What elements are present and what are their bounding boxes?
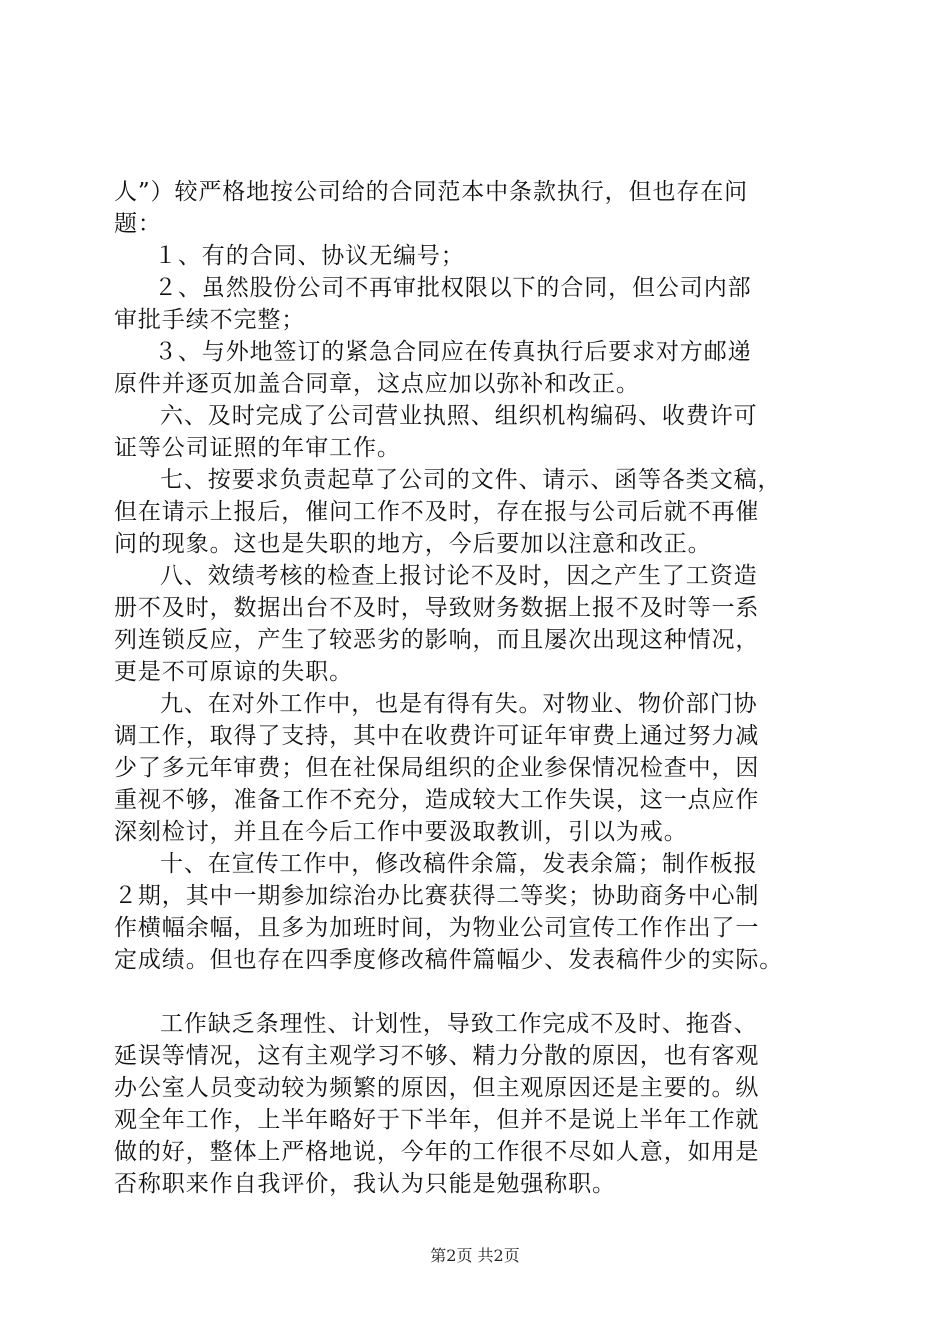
text-line: 少了多元年审费；但在社保局组织的企业参保情况检查中，因 bbox=[114, 755, 760, 781]
document-body bbox=[114, 176, 854, 1200]
text-line: 问的现象。这也是失职的地方，今后要加以注意和改正。 bbox=[114, 531, 712, 557]
text-line: 七、按要求负责起草了公司的文件、请示、函等各类文稿， bbox=[160, 467, 782, 493]
text-line: 册不及时，数据出台不及时，导致财务数据上报不及时等一系 bbox=[114, 595, 760, 621]
page-footer bbox=[0, 1246, 950, 1266]
text-line: ２、虽然股份公司不再审批权限以下的合同，但公司内部 bbox=[154, 275, 752, 301]
text-line: 定成绩。但也存在四季度修改稿件篇幅少、发表稿件少的实际。 bbox=[114, 947, 784, 973]
text-line: 作横幅余幅，且多为加班时间，为物业公司宣传工作作出了一 bbox=[114, 915, 760, 941]
text-line: 人”）较严格地按公司给的合同范本中条款执行，但也存在问 bbox=[114, 179, 749, 205]
text-line: 审批手续不完整； bbox=[114, 307, 306, 333]
page-number-label: 第2页 共2页 bbox=[430, 1246, 520, 1265]
text-line: 题： bbox=[114, 211, 162, 237]
text-line: 原件并逐页加盖合同章，这点应加以弥补和改正。 bbox=[114, 371, 640, 397]
text-line: 证等公司证照的年审工作。 bbox=[114, 435, 401, 461]
text-line: 延误等情况，这有主观学习不够、精力分散的原因，也有客观 bbox=[114, 1043, 760, 1069]
text-line: 六、及时完成了公司营业执照、组织机构编码、收费许可 bbox=[160, 403, 758, 429]
text-line: 八、效绩考核的检查上报讨论不及时，因之产生了工资造 bbox=[160, 563, 758, 589]
text-line: 列连锁反应，产生了较恶劣的影响，而且屡次出现这种情况， bbox=[114, 627, 760, 653]
text-line: 重视不够，准备工作不充分，造成较大工作失误，这一点应作 bbox=[114, 787, 760, 813]
text-line: 十、在宣传工作中，修改稿件余篇，发表余篇；制作板报 bbox=[160, 851, 758, 877]
text-line: 深刻检讨，并且在今后工作中要汲取教训，引以为戒。 bbox=[114, 819, 688, 845]
text-line: 但在请示上报后，催问工作不及时，存在报与公司后就不再催 bbox=[114, 499, 760, 525]
text-line: 工作缺乏条理性、计划性，导致工作完成不及时、拖沓、 bbox=[160, 1011, 758, 1037]
text-line: ３、与外地签订的紧急合同应在传真执行后要求对方邮递 bbox=[154, 339, 752, 365]
text-line: 调工作，取得了支持，其中在收费许可证年审费上通过努力减 bbox=[114, 723, 760, 749]
text-line: 观全年工作，上半年略好于下半年，但并不是说上半年工作就 bbox=[114, 1107, 760, 1133]
text-line: １、有的合同、协议无编号； bbox=[154, 243, 465, 269]
blank-line bbox=[114, 976, 854, 1008]
text-line: 做的好，整体上严格地说，今年的工作很不尽如人意，如用是 bbox=[114, 1139, 760, 1165]
text-line: 办公室人员变动较为频繁的原因，但主观原因还是主要的。纵 bbox=[114, 1075, 760, 1101]
text-line: ２期，其中一期参加综治办比赛获得二等奖；协助商务中心制 bbox=[114, 883, 760, 909]
text-line: 更是不可原谅的失职。 bbox=[114, 659, 353, 685]
text-line: 否称职来作自我评价，我认为只能是勉强称职。 bbox=[114, 1171, 616, 1197]
text-line: 九、在对外工作中，也是有得有失。对物业、物价部门协 bbox=[160, 691, 758, 717]
